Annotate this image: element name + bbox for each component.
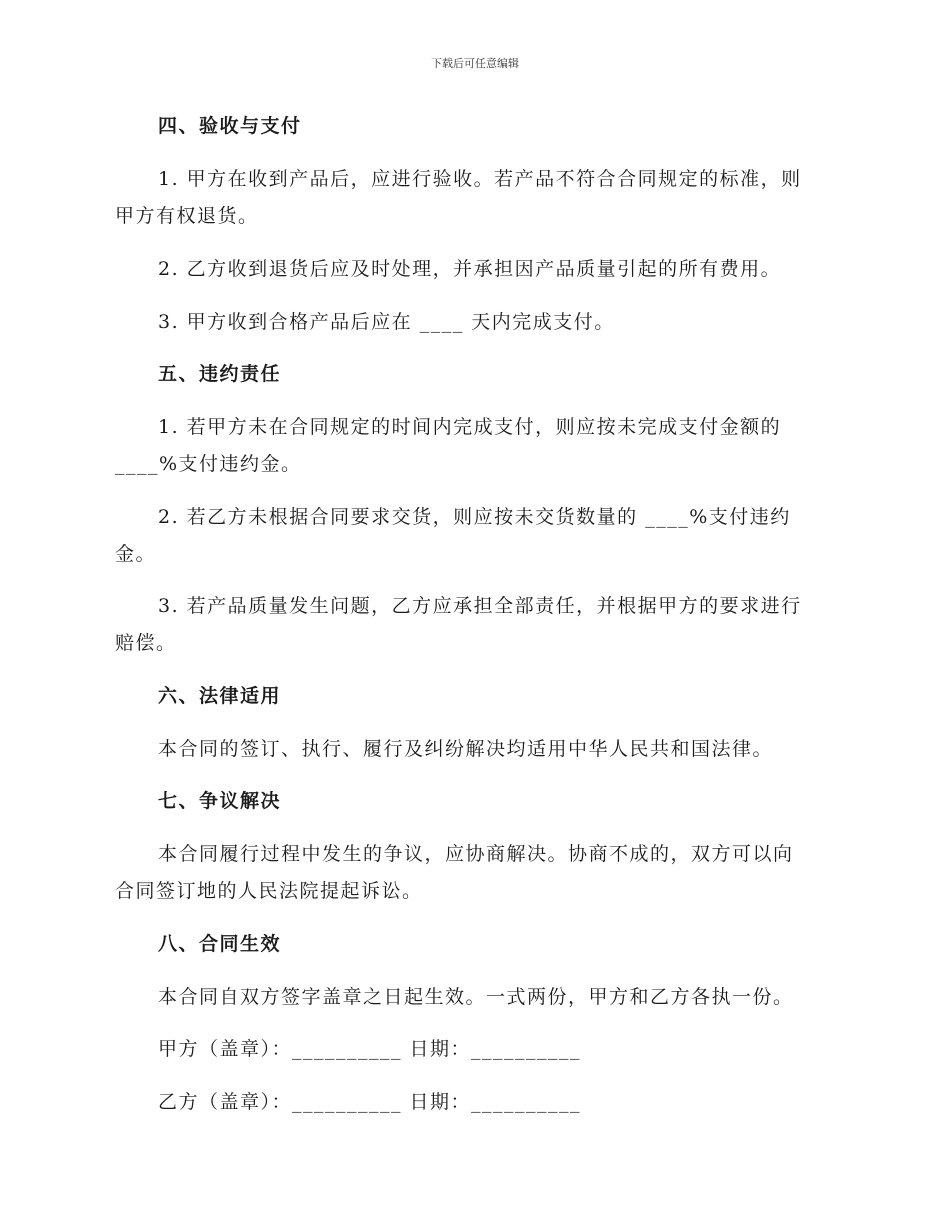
- section-4-heading: 四、验收与支付: [158, 115, 302, 137]
- section-4-clause-1: 1. 甲方在收到产品后，应进行验收。若产品不符合合同规定的标准，则: [158, 168, 802, 190]
- party-a-signature-line: 甲方（盖章）：__________ 日期：__________: [158, 1038, 582, 1060]
- section-5-heading: 五、违约责任: [158, 363, 282, 385]
- section-5-clause-2-cont: 金。: [115, 543, 157, 565]
- section-7-body-cont: 合同签订地的人民法院提起诉讼。: [115, 880, 423, 902]
- section-7-body: 本合同履行过程中发生的争议，应协商解决。协商不成的，双方可以向: [158, 843, 794, 865]
- party-b-signature-line: 乙方（盖章）：__________ 日期：__________: [158, 1091, 582, 1113]
- section-6-heading: 六、法律适用: [158, 685, 282, 707]
- page-header: 下载后可任意编辑: [431, 57, 519, 70]
- section-5-clause-1: 1. 若甲方未在合同规定的时间内完成支付，则应按未完成支付金额的: [158, 416, 782, 438]
- section-4-clause-3: 3. 甲方收到合格产品后应在 ____ 天内完成支付。: [158, 311, 615, 333]
- section-8-heading: 八、合同生效: [158, 933, 282, 955]
- section-5-clause-3: 3. 若产品质量发生问题，乙方应承担全部责任，并根据甲方的要求进行: [158, 595, 802, 617]
- section-7-heading: 七、争议解决: [158, 790, 282, 812]
- section-8-body: 本合同自双方签字盖章之日起生效。一式两份，甲方和乙方各执一份。: [158, 986, 794, 1008]
- section-4-clause-2: 2. 乙方收到退货后应及时处理，并承担因产品质量引起的所有费用。: [158, 258, 782, 280]
- section-5-clause-2: 2. 若乙方未根据合同要求交货，则应按未交货数量的 ____%支付违约: [158, 506, 791, 528]
- section-5-clause-3-cont: 赔偿。: [115, 632, 177, 654]
- section-4-clause-1-cont: 甲方有权退货。: [115, 205, 259, 227]
- section-5-clause-1-cont: ____%支付违约金。: [115, 453, 302, 475]
- section-6-body: 本合同的签订、执行、履行及纠纷解决均适用中华人民共和国法律。: [158, 738, 774, 760]
